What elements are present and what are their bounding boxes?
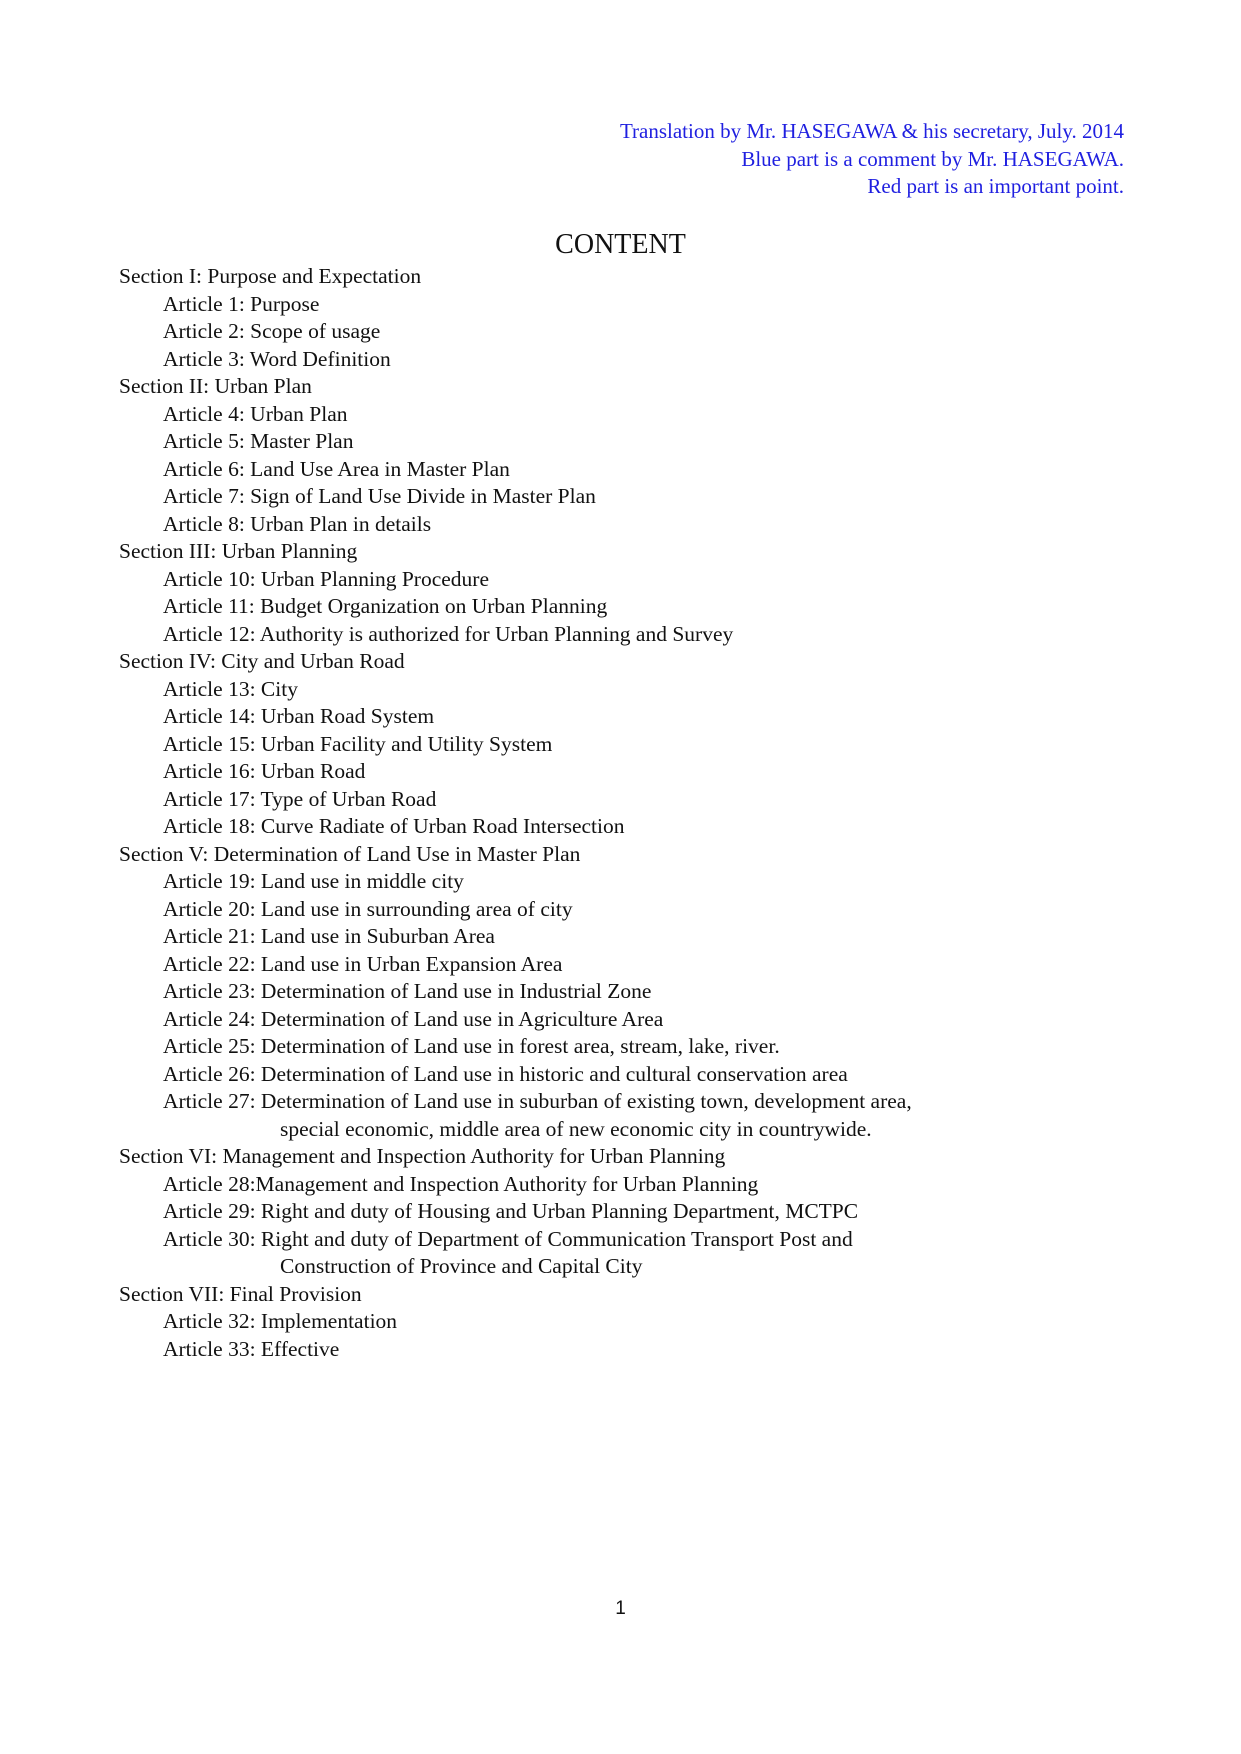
toc-article — [119, 731, 1129, 759]
toc-article-title: Article 17: Type of Urban Road — [163, 786, 437, 811]
toc-article — [119, 483, 1129, 511]
toc-article-title: Article 30: Right and duty of Department of Communication Transport Post and — [163, 1226, 853, 1251]
toc-article-title: Article 15: Urban Facility and Utility System — [163, 731, 553, 756]
toc-article — [119, 1061, 1129, 1089]
toc-article — [119, 621, 1129, 649]
toc-article — [119, 758, 1129, 786]
toc-section: Section III: Urban Planning — [119, 539, 358, 563]
toc-section: Section IV: City and Urban Road — [119, 649, 405, 673]
red-part-note: Red part is an important point. — [867, 174, 1124, 198]
toc-article-continuation: Construction of Province and Capital City — [280, 1254, 643, 1278]
toc-article — [119, 346, 1129, 374]
toc-article — [119, 428, 1129, 456]
toc-article-continuation: special economic, middle area of new economic city in countrywide. — [280, 1116, 872, 1141]
toc-article-title: Article 14: Urban Road System — [163, 704, 435, 728]
toc-article — [119, 1226, 1129, 1281]
toc-section: Section II: Urban Plan — [119, 374, 312, 398]
toc-article-title: Article 28:Management and Inspection Authority for Urban Planning — [163, 1171, 759, 1196]
toc-article — [119, 593, 1129, 621]
toc-article — [119, 291, 1129, 319]
toc-article-title: Article 26: Determination of Land use in historic and cultural conservation area — [163, 1061, 848, 1086]
toc-article — [119, 456, 1129, 484]
toc-article — [119, 318, 1129, 346]
toc-article-title: Article 16: Urban Road — [163, 759, 366, 783]
toc-article — [119, 1336, 1129, 1364]
toc-article-title: Article 32: Implementation — [163, 1309, 398, 1333]
toc-article-title: Article 23: Determination of Land use in Industrial Zone — [163, 979, 652, 1003]
toc-article-title: Article 24: Determination of Land use in Agriculture Area — [163, 1006, 664, 1031]
toc-article-title: Article 21: Land use in Suburban Area — [163, 924, 495, 948]
toc-article — [119, 511, 1129, 539]
toc-article — [119, 676, 1129, 704]
toc-article-title: Article 10: Urban Planning Procedure — [163, 566, 489, 591]
toc-article — [119, 786, 1129, 814]
toc-article-title: Article 4: Urban Plan — [163, 401, 348, 426]
toc-article-title: Article 11: Budget Organization on Urban Planning — [163, 594, 608, 618]
toc-article-title: Article 12: Authority is authorized for Urban Planning and Survey — [163, 621, 734, 646]
toc-article — [119, 1308, 1129, 1336]
toc-article-title: Article 8: Urban Plan in details — [163, 511, 432, 536]
toc-article-title: Article 27: Determination of Land use in suburban of existing town, development area, — [163, 1089, 912, 1113]
translator-note: Translation by Mr. HASEGAWA & his secretary, July. 2014 — [619, 119, 1124, 143]
toc-section: Section I: Purpose and Expectation — [119, 264, 422, 288]
toc-article-title: Article 5: Master Plan — [163, 429, 354, 453]
toc-article-title: Article 20: Land use in surrounding area of city — [163, 896, 573, 921]
toc-article — [119, 1198, 1129, 1226]
blue-part-note: Blue part is a comment by Mr. HASEGAWA. — [741, 146, 1124, 171]
toc-article — [119, 1006, 1129, 1034]
toc-article-title: Article 7: Sign of Land Use Divide in Master Plan — [163, 484, 596, 508]
toc-article-title: Article 25: Determination of Land use in forest area, stream, lake, river. — [163, 1034, 780, 1058]
toc-article — [119, 1171, 1129, 1199]
toc-section: Section VI: Management and Inspection Authority for Urban Planning — [119, 1144, 726, 1168]
toc-article — [119, 868, 1129, 896]
toc-article-title: Article 18: Curve Radiate of Urban Road Intersection — [163, 814, 625, 838]
toc-article — [119, 923, 1129, 951]
toc-article — [119, 896, 1129, 924]
toc-article-title: Article 6: Land Use Area in Master Plan — [163, 456, 510, 481]
toc-article — [119, 978, 1129, 1006]
toc-article-title: Article 3: Word Definition — [163, 346, 391, 371]
toc-article — [119, 951, 1129, 979]
translator-notes — [620, 118, 1124, 201]
toc-article-title: Article 13: City — [163, 676, 298, 701]
toc-article-title: Article 22: Land use in Urban Expansion Area — [163, 951, 563, 976]
page-title: CONTENT — [555, 229, 686, 260]
toc-article-title: Article 29: Right and duty of Housing and Urban Planning Department, MCTPC — [163, 1199, 859, 1223]
toc-article — [119, 566, 1129, 594]
toc-article — [119, 1033, 1129, 1061]
toc-article — [119, 703, 1129, 731]
toc-article — [119, 401, 1129, 429]
toc-article-title: Article 19: Land use in middle city — [163, 869, 464, 893]
toc-article — [119, 813, 1129, 841]
toc-article-title: Article 2: Scope of usage — [163, 319, 381, 343]
toc-section: Section V: Determination of Land Use in Master Plan — [119, 841, 581, 866]
toc-section: Section VII: Final Provision — [119, 1281, 362, 1306]
toc-article-title: Article 33: Effective — [163, 1336, 340, 1361]
toc-article — [119, 1088, 1129, 1143]
page-number: 1 — [615, 1598, 626, 1619]
table-of-contents — [119, 263, 1129, 1363]
toc-article-title: Article 1: Purpose — [163, 291, 320, 316]
